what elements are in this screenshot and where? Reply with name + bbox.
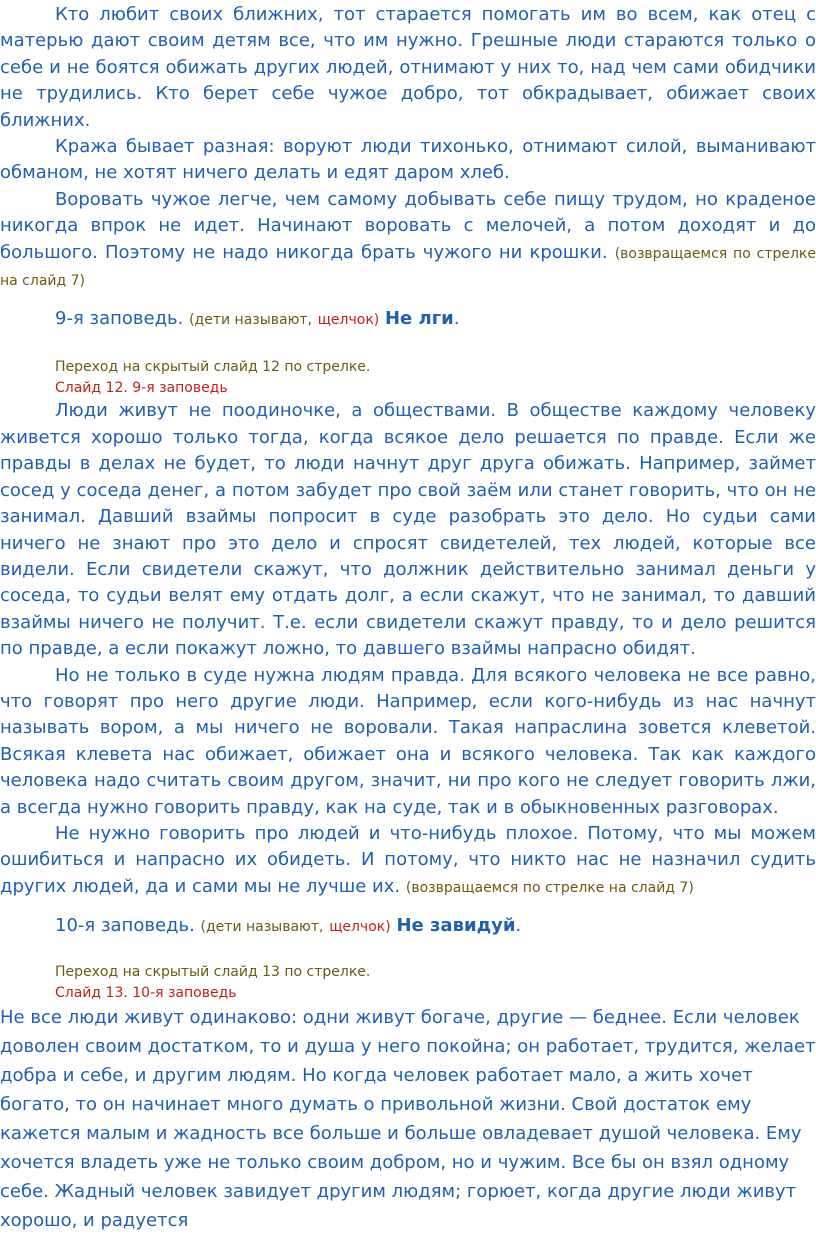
paragraph bbox=[0, 187, 816, 295]
transition-note: Переход на скрытый слайд 13 по стрелке. bbox=[55, 964, 371, 981]
paragraph: Но не только в суде нужна людям правда. Для всякого человека не все равно, что говорят про него другие люди. Например, если кого-нибудь из нас начнут называть вором, а мы ничего не воровали. Такая напраслина зовется клеветой. Всякая клевета нас обижает, обижает она и всякого человека. Так как каждого человека надо считать своим другом, значит, ни про кого не следует говорить лжи, а всегда нужно говорить правду, как на суде, так и в обыкновенных разговорах. bbox=[0, 664, 816, 818]
transition-note: Переход на скрытый слайд 12 по стрелке. bbox=[55, 359, 371, 376]
paragraph: Люди живут не поодиночке, а обществами. В обществе каждому человеку живется хорошо только тогда, когда всякое дело решается по правде. Если же правды в делах не будет, то люди начнут друг друга обижать. Например, займет сосед у соседа денег, а потом забудет про свой заём или станет говорить, что он не занимал. Давший взаймы попросит в суде разобрать это дело. Но судьи сами ничего не знают про это дело и спросят свидетелей, тех людей, которые все видели. Если свидетели скажут, что должник действительно занимал деньги у соседа, то судьи велят ему отдать долг, а если скажут, что не занимал, то давший взаймы ничего не получит. Т.е. если свидетели скажут правду, то и дело решится по правде, а если покажут ложно, то давшего взаймы напрасно обидят. bbox=[0, 400, 816, 660]
commandment-number: 10-я заповедь. bbox=[55, 915, 195, 937]
paragraph-text: Воровать чужое легче, чем самому добывать себе пищу трудом, но краденое никогда впрок не идет. Начинают воровать с мелочей, а потом доходят и до большого. Поэтому не надо никогда брать чужого ни крошки. bbox=[0, 188, 816, 263]
children-name-note: (дети называют, bbox=[189, 312, 312, 329]
commandment-dot: . bbox=[453, 308, 460, 330]
commandment-name: Не лги bbox=[384, 308, 454, 330]
commandment-heading bbox=[55, 306, 816, 333]
return-note: (возвращаемся по стрелке на слайд 7) bbox=[405, 879, 694, 896]
commandment-heading bbox=[55, 913, 816, 940]
paragraph: Кто любит своих ближних, тот старается помогать им во всем, как отец с матерью дают своим детям все, что им нужно. Грешные люди стараются только о себе и не боятся обижать других людей, отнимают у них то, над чем сами обидчики не трудились. Кто берет себе чужое добро, тот обкрадывает, обижает своих ближних. bbox=[0, 4, 816, 131]
children-name-note: (дети называют, bbox=[200, 919, 324, 936]
paragraph bbox=[0, 821, 816, 901]
click-note: щелчок) bbox=[329, 919, 391, 936]
commandment-number: 9-я заповедь. bbox=[55, 308, 184, 330]
commandment-dot: . bbox=[515, 915, 522, 937]
commandment-name: Не завидуй bbox=[396, 915, 516, 937]
click-note: щелчок) bbox=[317, 312, 380, 329]
paragraph: Кража бывает разная: воруют люди тихонько, отнимают силой, выманивают обманом, не хотят ничего делать и едят даром хлеб. bbox=[0, 136, 816, 184]
return-note: (возвращаемся по стрелке на слайд 7) bbox=[0, 245, 816, 290]
paragraph: Не все люди живут одинаково: одни живут богаче, другие — беднее. Если человек доволен своим достатком, то и душа у него покойна; он работает, трудится, желает добра и себе, и другим людям. Но когда человек работает мало, а жить хочет богато, то он начинает много думать о привольной жизни. Свой достаток ему кажется малым и жадность все больше и больше овладевает душой человека. Ему хочется владеть уже не только своим добром, но и чужим. Все бы он взял одному себе. Жадный человек завидует другим людям; горюет, когда другие люди живут хорошо, и радуется bbox=[0, 1007, 816, 1232]
slide-title: Слайд 13. 10-я заповедь bbox=[55, 985, 237, 1002]
slide-title: Слайд 12. 9-я заповедь bbox=[55, 380, 228, 397]
paragraph-text: Не нужно говорить про людей и что-нибудь плохое. Потому, что мы можем ошибиться и напрасно их обидеть. И потому, что никто нас не назначил судить других людей, да и сами мы не лучше их. bbox=[0, 822, 816, 897]
